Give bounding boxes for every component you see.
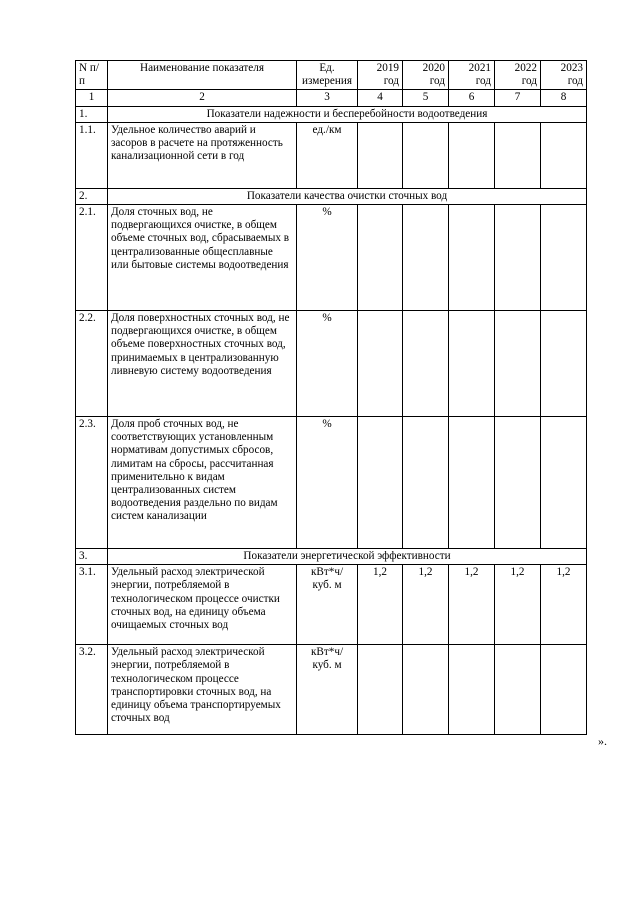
column-number: 2	[108, 90, 297, 106]
unit-cell: %	[297, 205, 358, 311]
column-number-row	[76, 90, 587, 106]
row-num: 2.3.	[76, 417, 108, 549]
table-row	[76, 205, 587, 311]
value-cell	[495, 417, 541, 549]
unit-cell: кВт*ч/ куб. м	[297, 645, 358, 735]
unit-cell: кВт*ч/ куб. м	[297, 565, 358, 645]
value-cell	[358, 122, 403, 188]
section-num: 1.	[76, 106, 108, 122]
column-number: 8	[541, 90, 587, 106]
section-title: Показатели качества очистки сточных вод	[108, 188, 587, 204]
column-number: 3	[297, 90, 358, 106]
indicator-name: Удельное количество аварий и засоров в расчете на протяженность канализационной сети в год	[108, 122, 297, 188]
header-year: 2020 год	[403, 61, 449, 90]
table-row	[76, 417, 587, 549]
value-cell	[449, 122, 495, 188]
indicator-name: Удельный расход электрической энергии, потребляемой в технологическом процессе очистки сточных вод, на единицу объема очищаемых сточных вод	[108, 565, 297, 645]
value-cell	[541, 417, 587, 549]
closing-mark: ».	[598, 734, 607, 748]
value-cell	[495, 645, 541, 735]
header-name: Наименование показателя	[108, 61, 297, 90]
value-cell	[358, 645, 403, 735]
indicators-table	[75, 60, 587, 735]
header-year: 2023 год	[541, 61, 587, 90]
value-cell	[449, 311, 495, 417]
header-unit: Ед. измерения	[297, 61, 358, 90]
value-cell	[449, 205, 495, 311]
column-number: 1	[76, 90, 108, 106]
value-cell	[449, 645, 495, 735]
value-cell	[403, 122, 449, 188]
value-cell	[403, 311, 449, 417]
value-cell	[403, 205, 449, 311]
section-title: Показатели надежности и бесперебойности водоотведения	[108, 106, 587, 122]
column-number: 6	[449, 90, 495, 106]
header-year: 2022 год	[495, 61, 541, 90]
value-cell: 1,2	[358, 565, 403, 645]
column-number: 7	[495, 90, 541, 106]
value-cell	[495, 311, 541, 417]
value-cell	[541, 311, 587, 417]
row-num: 1.1.	[76, 122, 108, 188]
row-num: 3.2.	[76, 645, 108, 735]
value-cell	[358, 311, 403, 417]
value-cell	[541, 122, 587, 188]
indicator-name: Доля поверхностных сточных вод, не подвергающихся очистке, в общем объеме поверхностных сточных вод, принимаемых в централизованную ливневую систему водоотведения	[108, 311, 297, 417]
indicator-name: Доля сточных вод, не подвергающихся очистке, в общем объеме сточных вод, сбрасываемых в централизованные общесплавные или бытовые системы водоотведения	[108, 205, 297, 311]
section-row	[76, 549, 587, 565]
value-cell	[541, 645, 587, 735]
section-title: Показатели энергетической эффективности	[108, 549, 587, 565]
row-num: 2.1.	[76, 205, 108, 311]
table-row	[76, 122, 587, 188]
column-number: 5	[403, 90, 449, 106]
value-cell: 1,2	[449, 565, 495, 645]
value-cell	[541, 205, 587, 311]
row-num: 3.1.	[76, 565, 108, 645]
unit-cell: ед./км	[297, 122, 358, 188]
value-cell	[449, 417, 495, 549]
value-cell: 1,2	[541, 565, 587, 645]
column-number: 4	[358, 90, 403, 106]
table-row	[76, 645, 587, 735]
unit-cell: %	[297, 417, 358, 549]
value-cell	[495, 122, 541, 188]
section-num: 2.	[76, 188, 108, 204]
header-year: 2019 год	[358, 61, 403, 90]
indicator-name: Удельный расход электрической энергии, потребляемой в технологическом процессе транспортировки сточных вод, на единицу объема транспортируемых сточных вод	[108, 645, 297, 735]
value-cell	[403, 417, 449, 549]
unit-cell: %	[297, 311, 358, 417]
row-num: 2.2.	[76, 311, 108, 417]
header-row	[76, 61, 587, 90]
value-cell: 1,2	[495, 565, 541, 645]
header-num: N п/п	[76, 61, 108, 90]
value-cell	[403, 645, 449, 735]
value-cell: 1,2	[403, 565, 449, 645]
table-row	[76, 311, 587, 417]
indicator-name: Доля проб сточных вод, не соответствующих установленным нормативам допустимых сбросов, лимитам на сбросы, рассчитанная применительно к видам централизованных систем водоотведения раздельно по видам систем канализации	[108, 417, 297, 549]
value-cell	[358, 417, 403, 549]
section-row	[76, 106, 587, 122]
header-year: 2021 год	[449, 61, 495, 90]
section-num: 3.	[76, 549, 108, 565]
value-cell	[358, 205, 403, 311]
section-row	[76, 188, 587, 204]
value-cell	[495, 205, 541, 311]
table-row	[76, 565, 587, 645]
